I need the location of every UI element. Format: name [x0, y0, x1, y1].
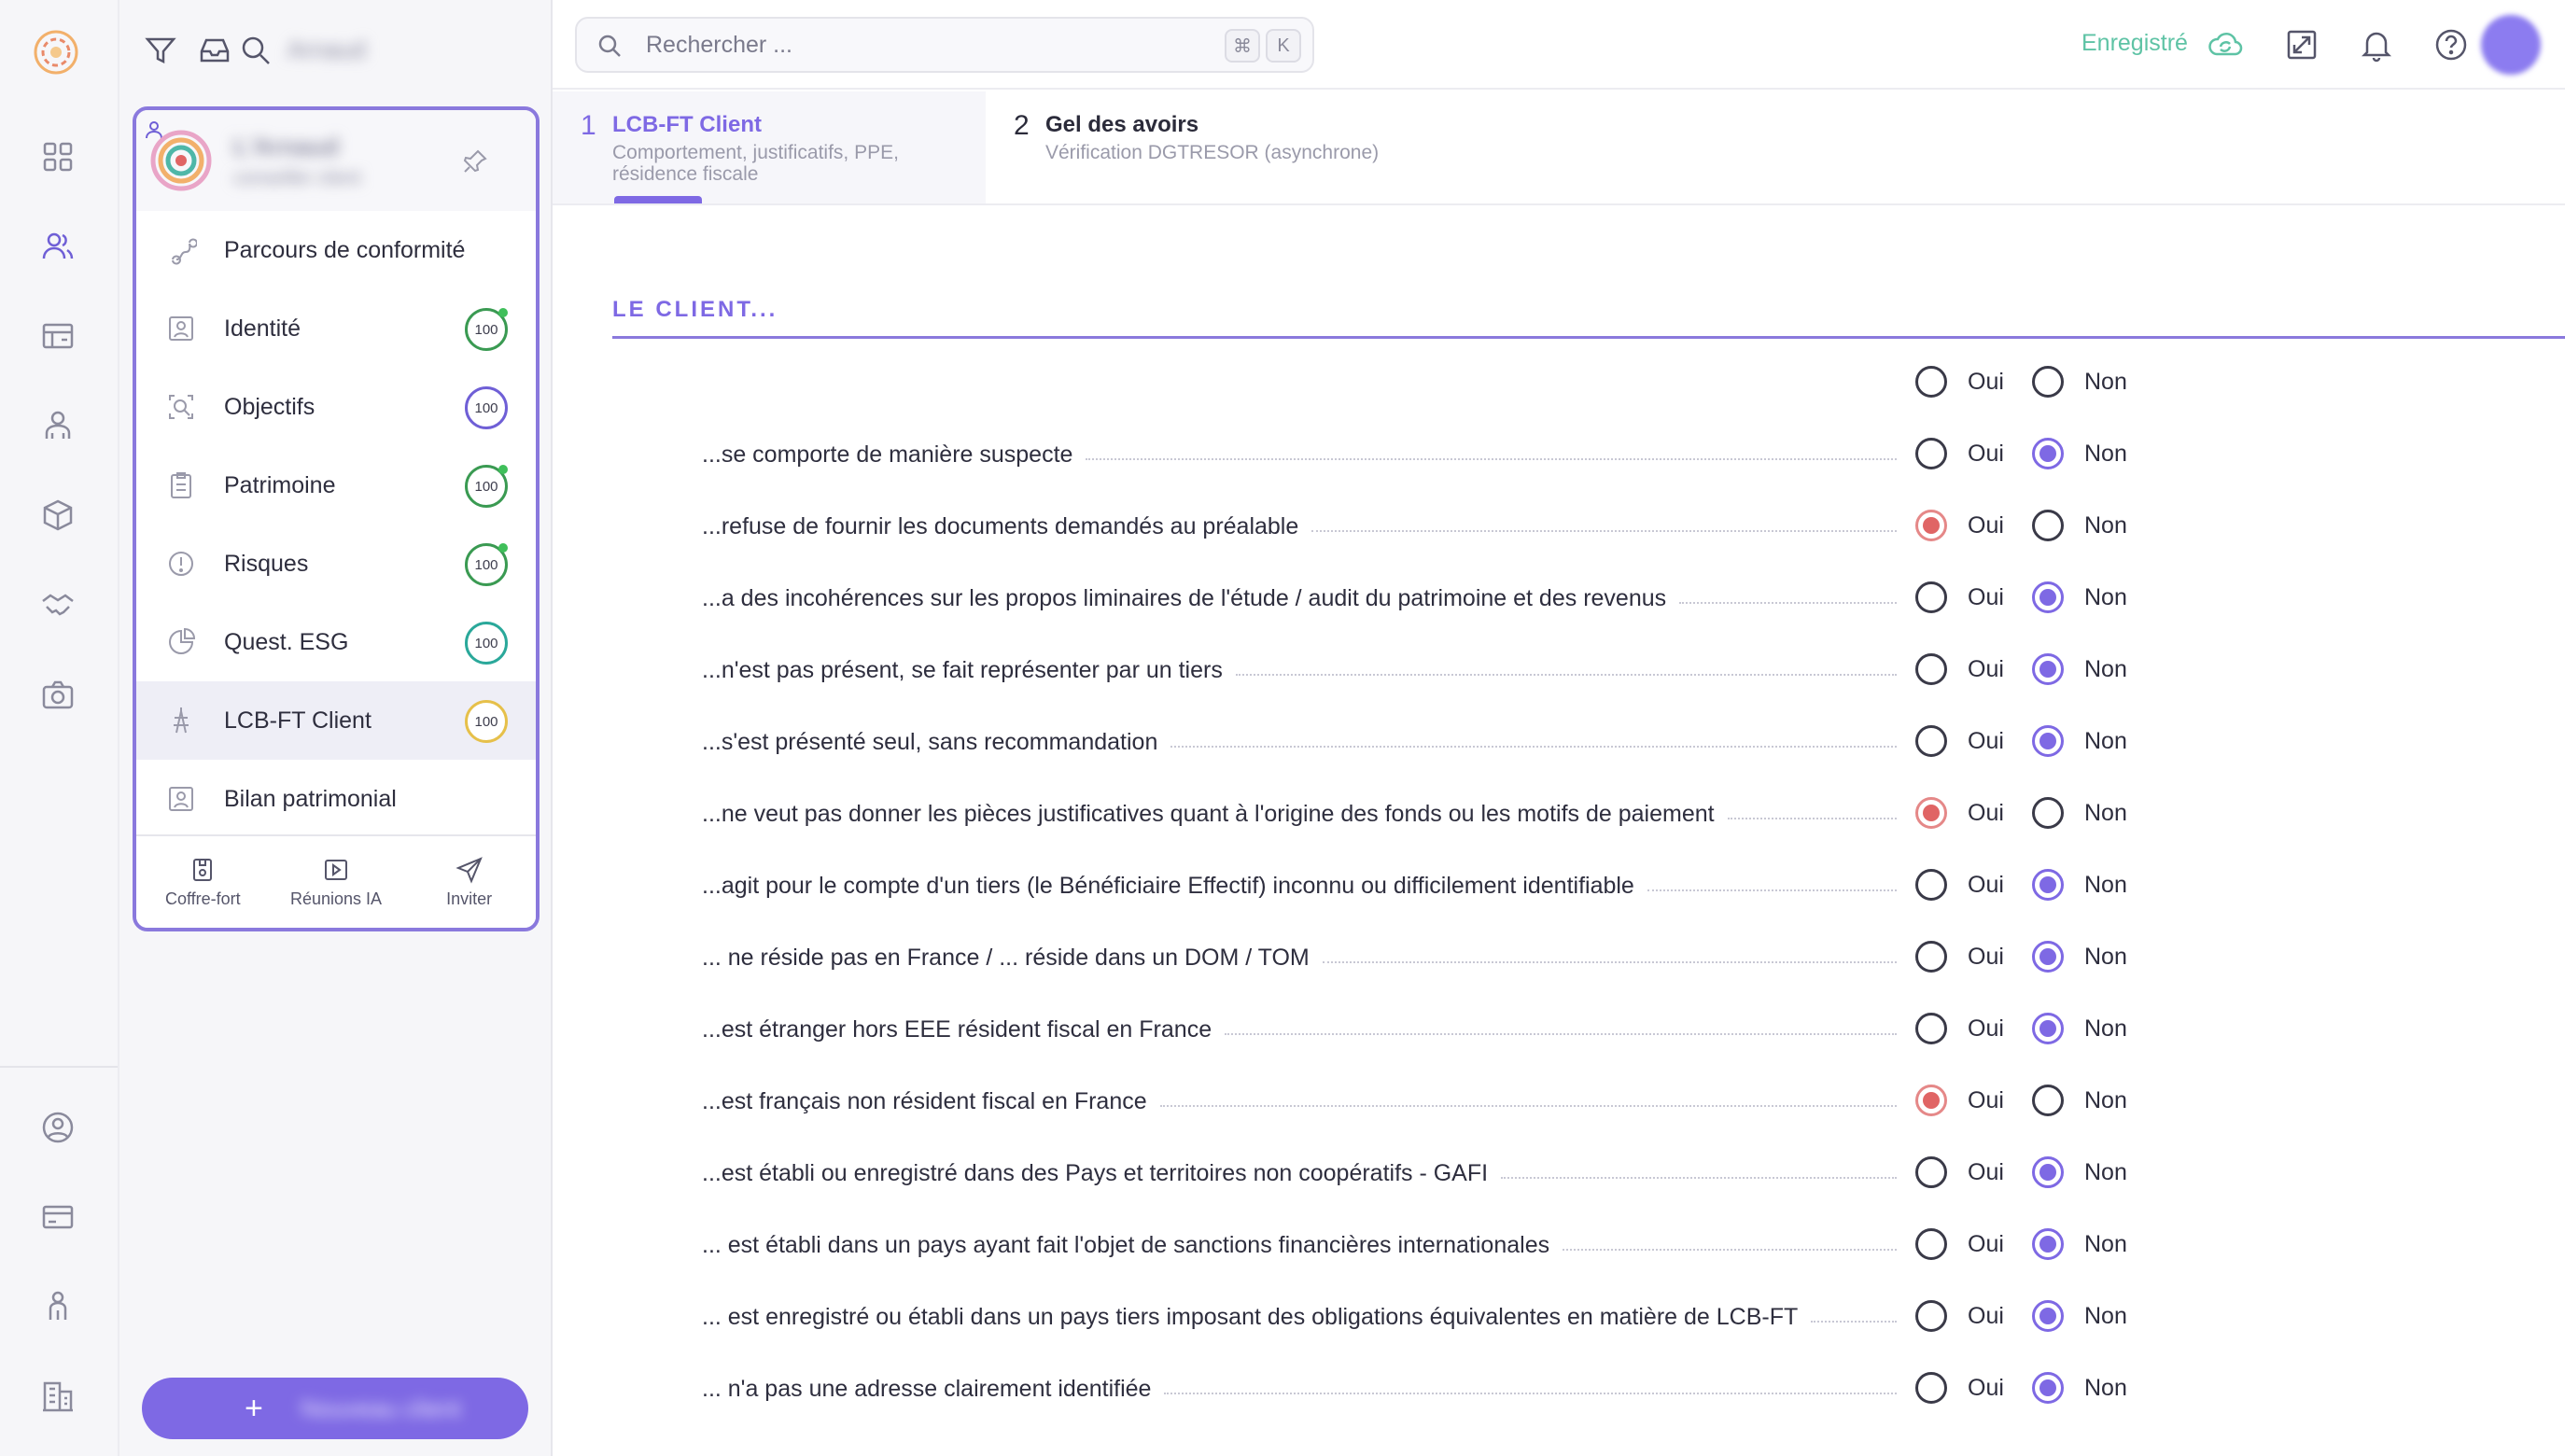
section-title: LE CLIENT...: [612, 297, 778, 322]
users-icon[interactable]: [32, 220, 84, 273]
question-text: ...a des incohérences sur les propos liminaires de l'étude / audit du patrimoine et des revenus: [702, 585, 1667, 611]
radio-oui-label: Oui: [1968, 1086, 2004, 1113]
score-value: 100: [474, 321, 498, 338]
radio-oui-button[interactable]: [1915, 1085, 1947, 1116]
radio-oui-label: Oui: [1968, 440, 2004, 467]
question-row: [702, 1007, 2475, 1054]
dotted-leader: [1728, 818, 1897, 819]
radio-non-label: Non: [2084, 368, 2127, 395]
radio-non-label: Non: [2084, 1015, 2127, 1042]
advisor-icon[interactable]: [32, 399, 84, 452]
radio-non[interactable]: [2032, 1085, 2127, 1116]
score-value: 100: [474, 399, 498, 416]
grid-icon[interactable]: [32, 131, 84, 183]
dotted-leader: [1501, 1177, 1897, 1179]
radio-oui-button[interactable]: [1915, 510, 1947, 541]
radio-non-button[interactable]: [2032, 653, 2064, 685]
radio-oui[interactable]: [1915, 653, 2004, 685]
dotted-leader: [1311, 530, 1897, 532]
step-1-number: 1: [581, 110, 596, 141]
section-divider: [612, 336, 2565, 339]
route-icon: [164, 233, 198, 267]
radio-non-button[interactable]: [2032, 366, 2064, 398]
radio-non[interactable]: [2032, 510, 2127, 541]
question-row: [702, 648, 2475, 694]
client-name: L'Arnaud: [233, 133, 340, 161]
question-row: [702, 1223, 2475, 1269]
menu-item-patrimoine[interactable]: [136, 446, 536, 525]
menu-item-bilan-patrimonial[interactable]: [136, 760, 536, 838]
question-row: [702, 791, 2475, 838]
radio-non-button[interactable]: [2032, 869, 2064, 901]
question-text: ...n'est pas présent, se fait représenter par un tiers: [702, 657, 1223, 683]
menu-item-risques[interactable]: [136, 525, 536, 603]
report-icon: [164, 782, 198, 816]
search-icon[interactable]: [235, 30, 276, 71]
score-value: 100: [474, 713, 498, 730]
radio-non-button[interactable]: [2032, 1085, 2064, 1116]
step-2-title: Gel des avoirs: [1045, 112, 1199, 137]
kbd-k: K: [1266, 29, 1301, 63]
radio-oui[interactable]: [1915, 1300, 2004, 1332]
pin-icon[interactable]: [461, 147, 489, 175]
radio-oui-label: Oui: [1968, 799, 2004, 826]
question-row: [702, 720, 2475, 766]
menu-item-label: Parcours de conformité: [224, 236, 466, 263]
radio-non[interactable]: [2032, 1156, 2127, 1188]
radio-oui-label: Oui: [1968, 368, 2004, 395]
radio-non-button[interactable]: [2032, 1013, 2064, 1044]
footer-inviter[interactable]: [402, 836, 536, 928]
menu-item-label: LCB-FT Client: [224, 707, 371, 734]
question-row: [702, 935, 2475, 982]
question-text: ...s'est présenté seul, sans recommandation: [702, 729, 1158, 755]
step-tabs: [553, 91, 2565, 205]
dotted-leader: [1170, 746, 1897, 748]
radio-non[interactable]: [2032, 581, 2127, 613]
score-badge: [465, 308, 508, 351]
radio-non[interactable]: [2032, 438, 2127, 469]
step-2-number: 2: [1014, 110, 1030, 141]
account-icon[interactable]: [32, 1101, 84, 1154]
plus-icon: +: [245, 1390, 263, 1426]
add-client-label: Nouveau client: [300, 1393, 461, 1422]
radio-non-label: Non: [2084, 1302, 2127, 1329]
step-1-desc: Comportement, justificatifs, PPE, résidence fiscale: [612, 142, 899, 185]
camera-icon[interactable]: [32, 668, 84, 721]
radio-oui[interactable]: [1915, 510, 2004, 541]
question-row: [702, 432, 2475, 479]
search-icon: [596, 32, 624, 60]
id-card-icon: [164, 312, 198, 345]
radio-non-label: Non: [2084, 943, 2127, 970]
radio-oui-button[interactable]: [1915, 653, 1947, 685]
radio-oui[interactable]: [1915, 1156, 2004, 1188]
dotted-leader: [1679, 602, 1897, 604]
client-card: [133, 106, 540, 931]
radio-oui[interactable]: [1915, 1372, 2004, 1404]
dotted-leader: [1086, 458, 1897, 460]
radio-oui-label: Oui: [1968, 1302, 2004, 1329]
dotted-leader: [1164, 1393, 1897, 1394]
dotted-leader: [1225, 1033, 1897, 1035]
active-tab-indicator: [614, 196, 702, 203]
kbd-command: ⌘: [1225, 29, 1260, 63]
radio-non[interactable]: [2032, 1013, 2127, 1044]
footer-coffre-fort-label: Coffre-fort: [164, 889, 241, 908]
radio-non-label: Non: [2084, 1086, 2127, 1113]
radio-non-label: Non: [2084, 727, 2127, 754]
radio-oui[interactable]: [1915, 438, 2004, 469]
bell-icon[interactable]: [2354, 22, 2399, 67]
user-avatar[interactable]: [2481, 15, 2541, 75]
client-subtitle: conseiller client: [233, 168, 361, 189]
score-badge: [465, 386, 508, 429]
radio-oui[interactable]: [1915, 869, 2004, 901]
question-row: [702, 504, 2475, 551]
radio-oui-label: Oui: [1968, 1015, 2004, 1042]
radio-oui[interactable]: [1915, 725, 2004, 757]
radio-non-label: Non: [2084, 1158, 2127, 1185]
inbox-icon[interactable]: [194, 30, 235, 71]
question-text: ...est étranger hors EEE résident fiscal en France: [702, 1016, 1212, 1043]
radio-non-button[interactable]: [2032, 1228, 2064, 1260]
dotted-leader: [1323, 961, 1897, 963]
radio-non-label: Non: [2084, 871, 2127, 898]
radio-oui-button[interactable]: [1915, 797, 1947, 829]
question-text: ... est enregistré ou établi dans un pays tiers imposant des obligations équivalentes en matière de LCB-FT: [702, 1304, 1799, 1330]
radio-oui-button[interactable]: [1915, 1156, 1947, 1188]
radio-oui-label: Oui: [1968, 871, 2004, 898]
add-client-button[interactable]: [142, 1378, 528, 1439]
radio-oui[interactable]: [1915, 941, 2004, 973]
radio-oui-label: Oui: [1968, 1158, 2004, 1185]
question-row: [702, 1366, 2475, 1413]
question-text: ...agit pour le compte d'un tiers (le Bénéficiaire Effectif) inconnu ou difficilement identifiable: [702, 873, 1634, 899]
question-row: [702, 360, 2475, 407]
radio-non[interactable]: [2032, 725, 2127, 757]
box-icon[interactable]: [32, 489, 84, 541]
menu-item-label: Quest. ESG: [224, 628, 349, 655]
menu-item-lcb-ft-client[interactable]: [136, 681, 536, 760]
menu-item-label: Objectifs: [224, 393, 315, 420]
card-icon[interactable]: [32, 1191, 84, 1243]
radio-oui-label: Oui: [1968, 655, 2004, 682]
radio-oui[interactable]: [1915, 1013, 2004, 1044]
score-badge: [465, 465, 508, 508]
status-dot: [498, 308, 508, 317]
question-text: ...refuse de fournir les documents demandés au préalable: [702, 513, 1299, 539]
radio-oui-button[interactable]: [1915, 941, 1947, 973]
radio-non[interactable]: [2032, 1228, 2127, 1260]
target-icon: [164, 390, 198, 424]
radio-non-button[interactable]: [2032, 941, 2064, 973]
question-text: ... ne réside pas en France / ... réside dans un DOM / TOM: [702, 945, 1310, 971]
search-box[interactable]: [575, 17, 1314, 73]
radio-non[interactable]: [2032, 797, 2127, 829]
question-text: ...ne veut pas donner les pièces justificatives quant à l'origine des fonds ou les motifs de paiement: [702, 801, 1715, 827]
radio-oui-label: Oui: [1968, 1374, 2004, 1401]
layout-icon[interactable]: [32, 310, 84, 362]
radio-non[interactable]: [2032, 653, 2127, 685]
tower-icon: [164, 704, 198, 737]
step-1-title: LCB-FT Client: [612, 112, 762, 137]
menu-item-label: Risques: [224, 550, 309, 577]
radio-non-button[interactable]: [2032, 1156, 2064, 1188]
radio-non-button[interactable]: [2032, 725, 2064, 757]
radio-non[interactable]: [2032, 941, 2127, 973]
radio-non-label: Non: [2084, 583, 2127, 610]
question-row: [702, 863, 2475, 910]
footer-reunions-ia-label: Réunions IA: [289, 889, 383, 908]
radio-oui-button[interactable]: [1915, 366, 1947, 398]
tab-step-2[interactable]: [986, 91, 1396, 203]
alert-icon: [164, 547, 198, 581]
menu-item-label: Bilan patrimonial: [224, 785, 397, 812]
score-value: 100: [474, 478, 498, 495]
filter-icon[interactable]: [140, 30, 181, 71]
radio-non[interactable]: [2032, 366, 2127, 398]
radio-non-label: Non: [2084, 799, 2127, 826]
radio-oui-label: Oui: [1968, 583, 2004, 610]
question-text: ... est établi dans un pays ayant fait l'objet de sanctions financières internationales: [702, 1232, 1550, 1258]
radio-oui-button[interactable]: [1915, 725, 1947, 757]
dotted-leader: [1160, 1105, 1897, 1107]
radio-non-label: Non: [2084, 1230, 2127, 1257]
radio-oui-button[interactable]: [1915, 438, 1947, 469]
radio-non-label: Non: [2084, 511, 2127, 539]
radio-non-button[interactable]: [2032, 581, 2064, 613]
dotted-leader: [1811, 1321, 1897, 1323]
building-icon[interactable]: [32, 1370, 84, 1422]
radio-oui-button[interactable]: [1915, 1228, 1947, 1260]
rail-divider: [0, 1066, 118, 1068]
radio-oui-label: Oui: [1968, 1230, 2004, 1257]
radio-oui-button[interactable]: [1915, 1372, 1947, 1404]
menu-item-parcours-de-conformit-[interactable]: [136, 211, 536, 289]
score-value: 100: [474, 556, 498, 573]
question-text: ...est établi ou enregistré dans des Pays et territoires non coopératifs - GAFI: [702, 1160, 1489, 1186]
client-avatar: [149, 129, 213, 192]
footer-reunions-ia[interactable]: [270, 836, 403, 928]
main-content: [553, 0, 2565, 1456]
radio-oui-button[interactable]: [1915, 581, 1947, 613]
step-2-desc: Vérification DGTRESOR (asynchrone): [1045, 142, 1380, 163]
client-card-header[interactable]: [136, 110, 536, 211]
dotted-leader: [1563, 1249, 1897, 1251]
radio-oui[interactable]: [1915, 581, 2004, 613]
radio-oui-label: Oui: [1968, 511, 2004, 539]
menu-item-identit-[interactable]: [136, 289, 536, 368]
score-badge: [465, 700, 508, 743]
radio-non-button[interactable]: [2032, 797, 2064, 829]
clipboard-icon: [164, 469, 198, 502]
radio-non-button[interactable]: [2032, 438, 2064, 469]
menu-item-label: Identité: [224, 315, 301, 342]
send-icon: [456, 856, 484, 884]
radio-oui-label: Oui: [1968, 727, 2004, 754]
dotted-leader: [1647, 889, 1897, 891]
footer-coffre-fort[interactable]: [136, 836, 270, 928]
radio-oui-label: Oui: [1968, 943, 2004, 970]
help-icon[interactable]: [2429, 22, 2474, 67]
radio-non[interactable]: [2032, 869, 2127, 901]
radio-oui-button[interactable]: [1915, 1300, 1947, 1332]
question-text: ...se comporte de manière suspecte: [702, 441, 1073, 468]
radio-non-button[interactable]: [2032, 1372, 2064, 1404]
radio-non-label: Non: [2084, 440, 2127, 467]
cloud-sync-icon[interactable]: [2203, 22, 2248, 67]
top-bar: [553, 0, 2565, 90]
question-text: ... n'a pas une adresse clairement identifiée: [702, 1376, 1152, 1402]
handshake-icon[interactable]: [32, 579, 84, 631]
question-row: [702, 1295, 2475, 1341]
person-icon[interactable]: [32, 1281, 84, 1333]
pie-icon: [164, 625, 198, 659]
radio-oui[interactable]: [1915, 366, 2004, 398]
radio-non-button[interactable]: [2032, 1300, 2064, 1332]
search-input[interactable]: [646, 32, 1113, 59]
status-dot: [498, 543, 508, 553]
footer-inviter-label: Inviter: [446, 889, 493, 908]
menu-item-label: Patrimoine: [224, 471, 336, 498]
radio-oui-button[interactable]: [1915, 869, 1947, 901]
radio-oui-button[interactable]: [1915, 1013, 1947, 1044]
client-menu: [136, 211, 536, 838]
radio-oui[interactable]: [1915, 797, 2004, 829]
radio-oui[interactable]: [1915, 1085, 2004, 1116]
radio-non-button[interactable]: [2032, 510, 2064, 541]
score-badge: [465, 622, 508, 665]
status-dot: [498, 465, 508, 474]
video-icon: [322, 856, 350, 884]
nav-rail: [0, 0, 119, 1456]
radio-non-label: Non: [2084, 655, 2127, 682]
tab-step-1[interactable]: [553, 91, 986, 203]
menu-item-objectifs[interactable]: [136, 368, 536, 446]
score-value: 100: [474, 635, 498, 651]
radio-oui[interactable]: [1915, 1228, 2004, 1260]
question-row: [702, 576, 2475, 623]
safe-icon: [189, 856, 217, 884]
question-text: ...est français non résident fiscal en France: [702, 1088, 1147, 1114]
client-card-footer: [136, 834, 536, 928]
app-logo-icon[interactable]: [30, 26, 82, 78]
panel-filter-text: Arnaud: [287, 35, 366, 63]
saved-status: Enregistré: [2081, 30, 2188, 56]
menu-item-quest-esg[interactable]: [136, 603, 536, 681]
expand-icon[interactable]: [2279, 22, 2324, 67]
radio-non[interactable]: [2032, 1372, 2127, 1404]
client-panel: [119, 0, 553, 1456]
question-row: [702, 1151, 2475, 1197]
radio-non-label: Non: [2084, 1374, 2127, 1401]
score-badge: [465, 543, 508, 586]
dotted-leader: [1236, 674, 1897, 676]
radio-non[interactable]: [2032, 1300, 2127, 1332]
question-row: [702, 1079, 2475, 1126]
